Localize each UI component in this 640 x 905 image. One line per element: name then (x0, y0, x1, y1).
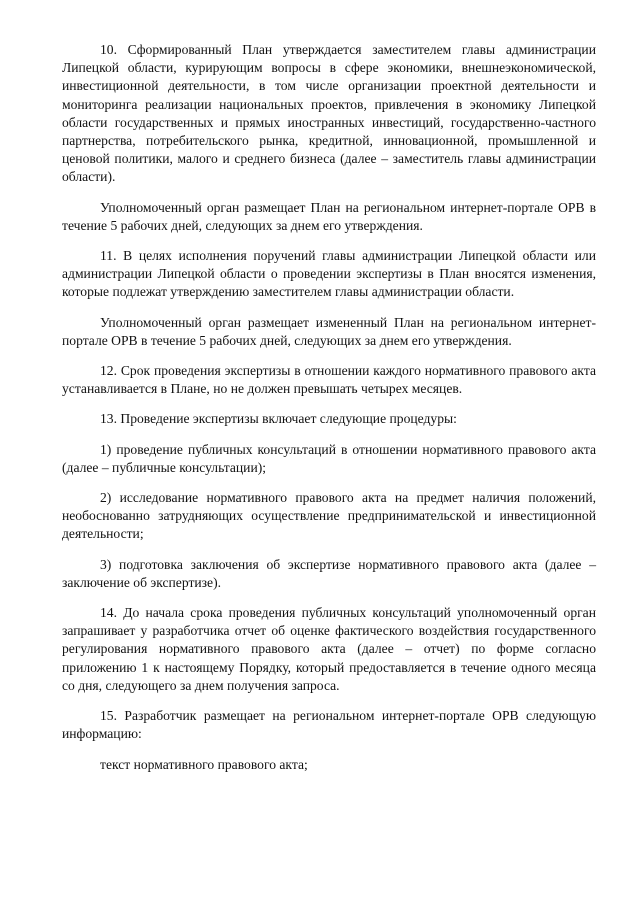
list-item-2: 2) исследование нормативного правового акта на предмет наличия положений, необоснованно затрудняющих осуществление предпринимательской и инвестиционной деятельности; (62, 490, 596, 542)
list-item-3: 3) подготовка заключения об экспертизе нормативного правового акта (далее – заключение об экспертизе). (62, 556, 596, 590)
document-body (62, 41, 596, 786)
paragraph-changed-plan-publication: Уполномоченный орган размещает измененный План на региональном интернет-портале ОРВ в течение 5 рабочих дней, следующих за днем его утверждения. (62, 314, 596, 348)
paragraph-12: 12. Срок проведения экспертизы в отношении каждого нормативного правового акта устанавливается в Плане, но не должен превышать четырех месяцев. (62, 363, 596, 397)
paragraph-13: 13. Проведение экспертизы включает следующие процедуры: (100, 411, 457, 427)
list-item-1: 1) проведение публичных консультаций в отношении нормативного правового акта (далее – публичные консультации); (62, 441, 596, 475)
list-item-text: текст нормативного правового акта; (100, 756, 308, 772)
paragraph-15: 15. Разработчик размещает на региональном интернет-портале ОРВ следующую информацию: (62, 708, 596, 742)
paragraph-11: 11. В целях исполнения поручений главы администрации Липецкой области или администрации Липецкой области о проведении экспертизы в План вносятся изменения, которые подлежат утверждению заместителем главы администрации области. (62, 248, 596, 300)
paragraph-plan-publication: Уполномоченный орган размещает План на региональном интернет-портале ОРВ в течение 5 рабочих дней, следующих за днем его утверждения. (62, 199, 596, 233)
paragraph-14: 14. До начала срока проведения публичных консультаций уполномоченный орган запрашивает у разработчика отчет об оценке фактического воздействия государственного регулирования нормативного правового акта (далее – отчет) по форме согласно приложению 1 к настоящему Порядку, который предоставляется в течение одного месяца со дня, следующего за днем получения запроса. (62, 605, 596, 693)
paragraph-10: 10. Сформированный План утверждается заместителем главы администрации Липецкой области, курирующим вопросы в сфере экономики, внешнеэкономической, инвестиционной деятельности, в том числе организации проектной деятельности и мониторинга реализации национальных проектов, привлечения в экономику Липецкой области государственных и прямых иностранных инвестиций, государственно-частного партнерства, потребительского рынка, кредитной, инновационной, промышленной и ценовой политики, малого и среднего бизнеса (далее – заместитель главы администрации области). (62, 42, 596, 185)
